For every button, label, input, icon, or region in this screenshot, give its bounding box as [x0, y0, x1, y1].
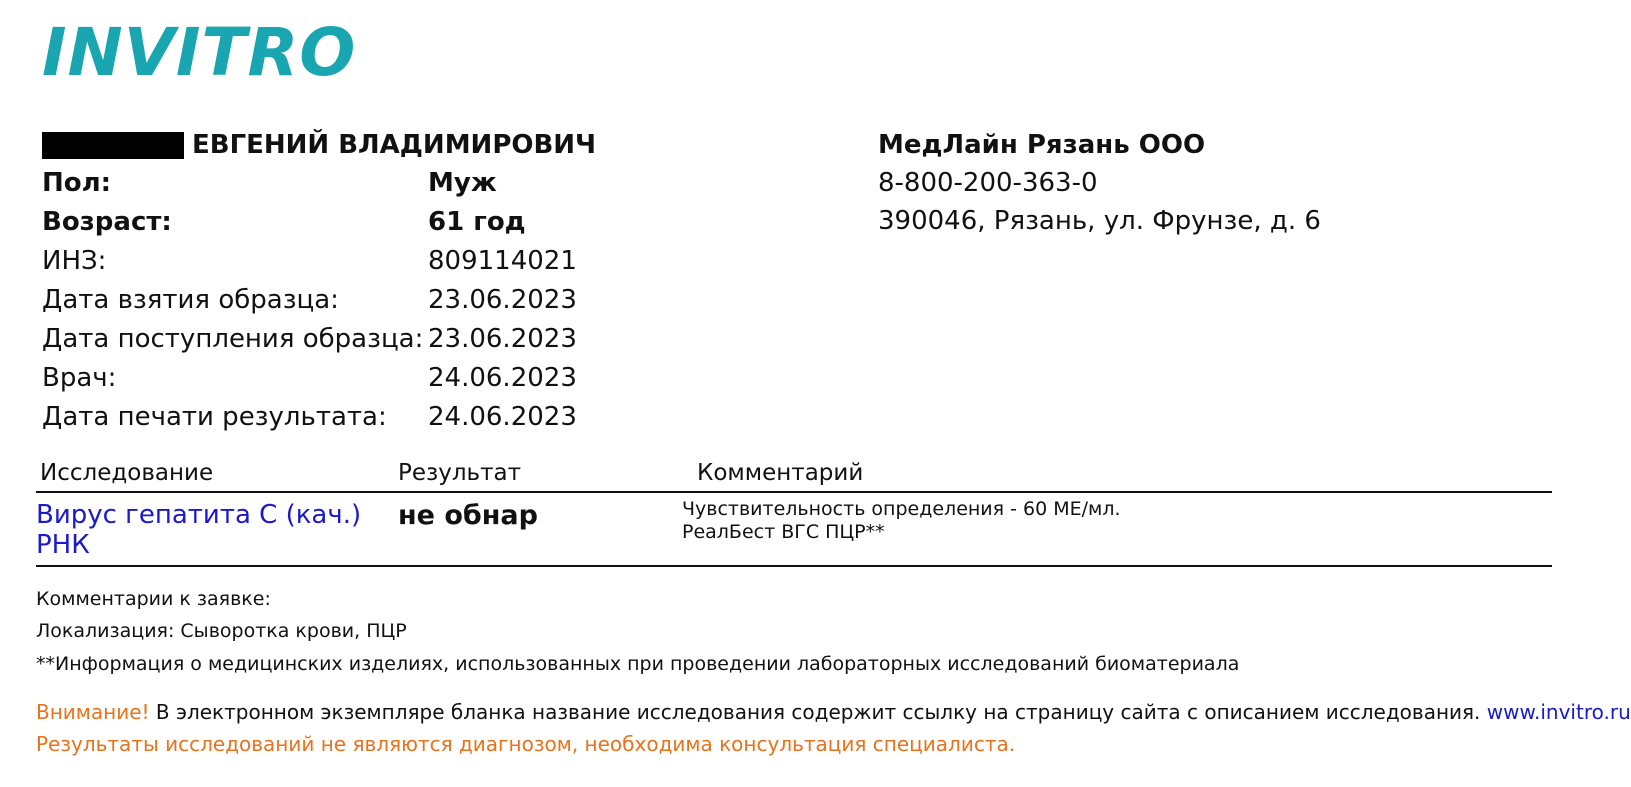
patient-name-row [42, 130, 596, 160]
table-header-divider [36, 491, 1552, 493]
field-label: Пол: [42, 168, 112, 198]
field-label: Дата печати результата: [42, 402, 387, 432]
table-bottom-divider [36, 565, 1552, 567]
warning-line [36, 700, 1631, 724]
comment-line-1: Чувствительность определения - 60 МЕ/мл. [682, 498, 1121, 520]
invitro-logo: INVITRO [42, 14, 357, 91]
field-value: 61 год [428, 207, 526, 237]
study-link[interactable]: Вирус гепатита С (кач.) РНК [36, 500, 362, 560]
field-label: Дата поступления образца: [42, 324, 424, 354]
patient-name: ЕВГЕНИЙ ВЛАДИМИРОВИЧ [192, 130, 597, 160]
column-header-study: Исследование [40, 460, 214, 486]
result-value: не обнар [398, 500, 538, 531]
field-value: 24.06.2023 [428, 402, 577, 432]
localization-note: Локализация: Сыворотка крови, ПЦР [36, 620, 407, 642]
column-header-result: Результат [398, 460, 522, 486]
field-label: Врач: [42, 363, 117, 393]
disclaimer-line: Результаты исследований не являются диагнозом, необходима консультация специалиста. [36, 732, 1016, 756]
column-header-comment: Комментарий [697, 460, 864, 486]
field-value: 24.06.2023 [428, 363, 577, 393]
comment-line-2: РеалБест ВГС ПЦР** [682, 521, 885, 543]
medical-devices-footnote: **Информация о медицинских изделиях, использованных при проведении лабораторных исследований биоматериала [36, 653, 1240, 675]
warning-prefix: Внимание! [36, 700, 150, 724]
field-value: 23.06.2023 [428, 285, 577, 315]
field-value: 809114021 [428, 246, 577, 276]
warning-text: В электронном экземпляре бланка название исследования содержит ссылку на страницу сайта с описанием исследования. [149, 700, 1487, 724]
organization-name: МедЛайн Рязань ООО [878, 130, 1206, 160]
field-label: Возраст: [42, 207, 172, 237]
organization-phone: 8-800-200-363-0 [878, 168, 1098, 198]
field-value: 23.06.2023 [428, 324, 577, 354]
organization-address: 390046, Рязань, ул. Фрунзе, д. 6 [878, 206, 1321, 236]
field-label: Дата взятия образца: [42, 285, 339, 315]
invitro-site-link[interactable]: www.invitro.ru [1486, 700, 1631, 724]
result-comment [682, 498, 1121, 544]
request-comments-label: Комментарии к заявке: [36, 588, 271, 610]
field-label: ИНЗ: [42, 246, 107, 276]
redacted-surname [42, 132, 184, 159]
field-value: Муж [428, 168, 497, 198]
